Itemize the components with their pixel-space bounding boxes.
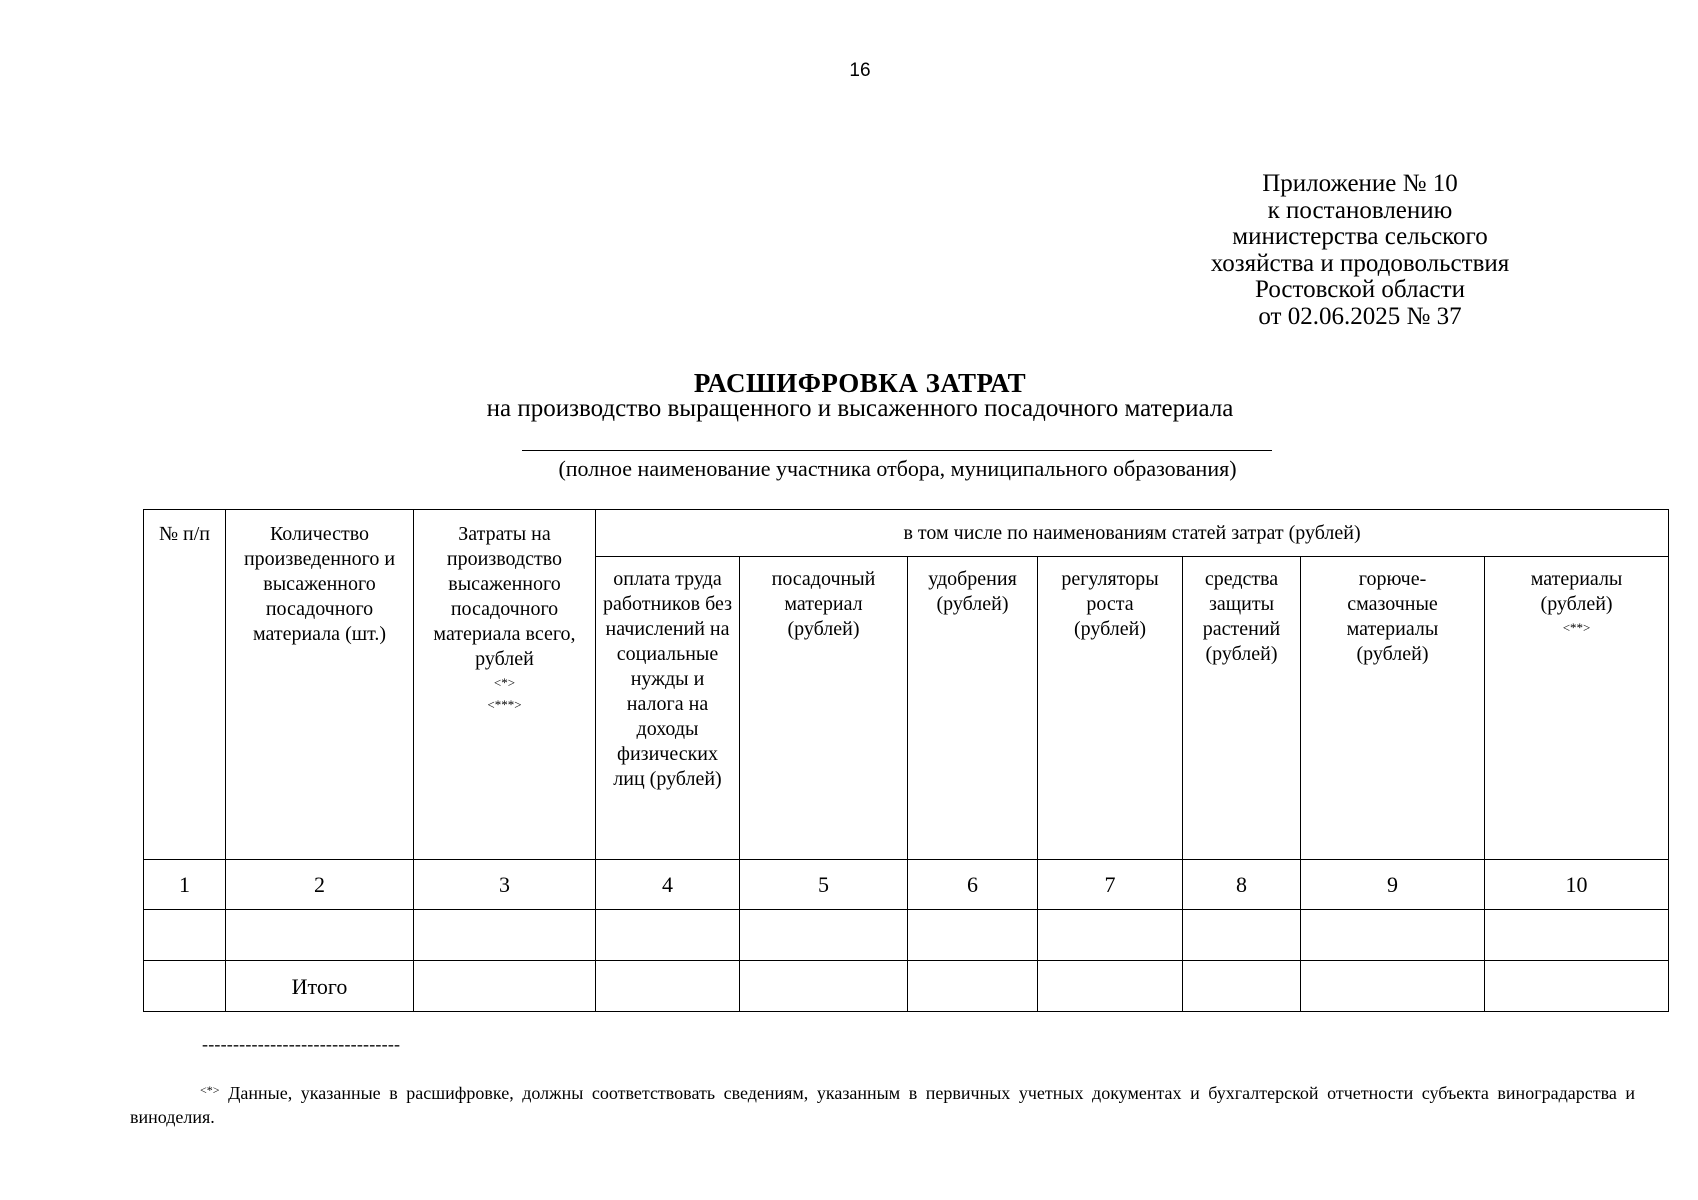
header-group [596, 510, 1669, 557]
table-cell [1301, 910, 1485, 961]
header-fuel-lubricants [1301, 557, 1485, 860]
document-subtitle: на производство выращенного и высаженного посадочного материала [486, 395, 1234, 422]
header-materials-label: материалы (рублей) [1530, 568, 1623, 615]
column-number: 8 [1183, 860, 1301, 910]
table-cell [1301, 961, 1485, 1012]
table-cell [740, 910, 908, 961]
total-row [144, 961, 1669, 1012]
table-cell [1038, 910, 1183, 961]
table-row [144, 910, 1669, 961]
fill-in-line [522, 450, 1272, 451]
column-number: 10 [1485, 860, 1669, 910]
table-cell [1183, 961, 1301, 1012]
column-number: 6 [908, 860, 1038, 910]
header-note-3: <***> [487, 697, 522, 712]
header-labor-label: оплата труда работников без начислений на социальные нужды и налога на доходы физических лиц (рублей) [602, 568, 732, 790]
column-number: 9 [1301, 860, 1485, 910]
header-growth-regulators [1038, 557, 1183, 860]
header-number-label: № п/п [158, 523, 211, 545]
column-number: 1 [144, 860, 226, 910]
appendix-line: от 02.06.2025 № 37 [1258, 302, 1462, 330]
footnote-separator: -------------------------------- [202, 1034, 401, 1054]
column-number-row [144, 860, 1669, 910]
table-cell [414, 910, 596, 961]
appendix-line: министерства сельского [1232, 223, 1488, 250]
table-cell [740, 961, 908, 1012]
document-title: РАСШИФРОВКА ЗАТРАТ [693, 368, 1027, 398]
table-cell [908, 910, 1038, 961]
header-total-costs-label: Затраты на производство высаженного посадочного материала всего, рублей [433, 523, 576, 670]
page-number: 16 [849, 60, 871, 81]
header-planting-material-label: посадочный материал (рублей) [771, 568, 876, 640]
appendix-line: хозяйства и продовольствия [1210, 249, 1510, 277]
header-quantity-label: Количество произведенного и высаженного посадочного материала (шт.) [243, 523, 396, 645]
total-label: Итого [226, 961, 414, 1012]
appendix-line: Ростовской области [1255, 276, 1465, 303]
table-cell [226, 910, 414, 961]
header-materials [1485, 557, 1669, 860]
table-cell [1485, 910, 1669, 961]
column-number: 4 [596, 860, 740, 910]
table-cell [596, 961, 740, 1012]
header-fertilizers-label: удобрения (рублей) [928, 568, 1017, 615]
footnote-text: Данные, указанные в расшифровке, должны соответствовать сведениям, указанным в первичных учетных документах и бухгалтерской отчетности субъекта виноградарства и виноделия. [130, 1083, 1635, 1127]
header-labor [596, 557, 740, 860]
table-cell [908, 961, 1038, 1012]
appendix-line: Приложение № 10 [1262, 170, 1458, 197]
cost-breakdown-table [143, 509, 1669, 1012]
fill-in-caption: (полное наименование участника отбора, муниципального образования) [558, 456, 1237, 481]
header-planting-material [740, 557, 908, 860]
table-cell [144, 961, 226, 1012]
header-total-costs [414, 510, 596, 860]
table-cell [1038, 961, 1183, 1012]
table-cell [1485, 961, 1669, 1012]
appendix-block [1170, 171, 1550, 330]
appendix-line: к постановлению [1267, 196, 1453, 224]
column-number: 7 [1038, 860, 1183, 910]
header-number [144, 510, 226, 860]
table-cell [144, 910, 226, 961]
column-number: 2 [226, 860, 414, 910]
footnote [130, 1078, 1635, 1129]
header-group-label: в том числе по наименованиям статей затрат (рублей) [903, 521, 1361, 544]
footnote-marker: <*> [200, 1083, 220, 1097]
header-fuel-lubricants-label: горюче-смазочные материалы (рублей) [1346, 568, 1439, 665]
header-quantity [226, 510, 414, 860]
header-growth-regulators-label: регуляторы роста (рублей) [1061, 568, 1159, 640]
column-number: 5 [740, 860, 908, 910]
table-cell [1183, 910, 1301, 961]
header-note-1: <*> [493, 675, 516, 690]
header-note-2: <**> [1562, 620, 1591, 635]
table-cell [414, 961, 596, 1012]
header-fertilizers [908, 557, 1038, 860]
header-plant-protection-label: средства защиты растений (рублей) [1202, 568, 1281, 665]
table-cell [596, 910, 740, 961]
column-number: 3 [414, 860, 596, 910]
header-plant-protection [1183, 557, 1301, 860]
